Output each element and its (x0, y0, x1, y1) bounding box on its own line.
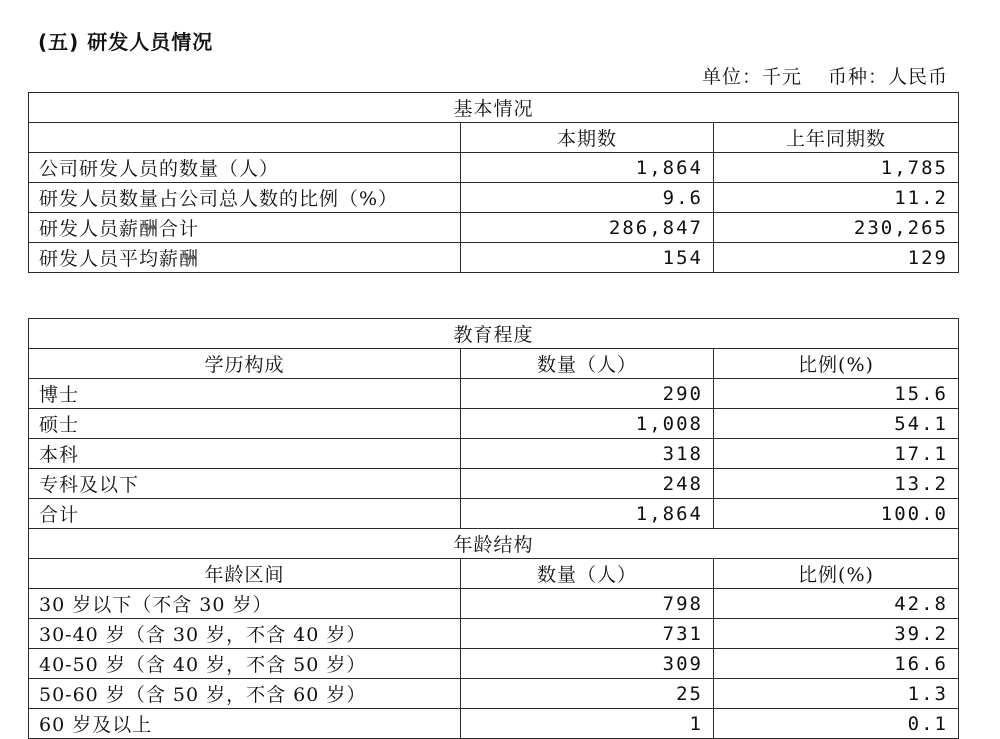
table-row (29, 379, 959, 409)
education-row-count: 248 (461, 469, 714, 499)
age-column-header-row (29, 559, 959, 589)
age-row-ratio: 39.2 (714, 619, 959, 649)
age-row-count: 309 (461, 649, 714, 679)
education-header-category: 学历构成 (29, 349, 461, 379)
basic-header-prior: 上年同期数 (714, 123, 959, 153)
education-row-label: 硕士 (29, 409, 461, 439)
table-row (29, 649, 959, 679)
age-row-label: 60 岁及以上 (29, 709, 461, 739)
basic-row-current: 9.6 (461, 183, 714, 213)
age-row-count: 798 (461, 589, 714, 619)
basic-info-table (28, 92, 959, 273)
unit-label: 单位：千元 (701, 66, 802, 88)
table-row (29, 589, 959, 619)
basic-section-header: 基本情况 (29, 93, 959, 123)
education-row-ratio: 100.0 (714, 499, 959, 529)
age-row-ratio: 0.1 (714, 709, 959, 739)
age-row-ratio: 42.8 (714, 589, 959, 619)
basic-row-prior: 11.2 (714, 183, 959, 213)
education-row-label: 博士 (29, 379, 461, 409)
age-row-count: 731 (461, 619, 714, 649)
age-header-ratio: 比例(%) (714, 559, 959, 589)
education-header-ratio: 比例(%) (714, 349, 959, 379)
basic-row-label: 研发人员数量占公司总人数的比例（%） (29, 183, 461, 213)
age-section-header-row (29, 529, 959, 559)
basic-row-prior: 1,785 (714, 153, 959, 183)
basic-header-blank (29, 123, 461, 153)
age-row-ratio: 16.6 (714, 649, 959, 679)
age-header-count: 数量（人） (461, 559, 714, 589)
age-section-header: 年龄结构 (29, 529, 959, 559)
unit-line (702, 62, 948, 89)
basic-row-current: 286,847 (461, 213, 714, 243)
table-row (29, 183, 959, 213)
basic-row-current: 154 (461, 243, 714, 273)
education-row-label: 本科 (29, 439, 461, 469)
age-row-label: 50-60 岁（含 50 岁，不含 60 岁） (29, 679, 461, 709)
basic-column-header-row (29, 123, 959, 153)
section-title: (五) 研发人员情况 (38, 30, 214, 54)
age-row-count: 1 (461, 709, 714, 739)
education-row-label: 专科及以下 (29, 469, 461, 499)
age-header-category: 年龄区间 (29, 559, 461, 589)
age-row-label: 30-40 岁（含 30 岁，不含 40 岁） (29, 619, 461, 649)
age-row-ratio: 1.3 (714, 679, 959, 709)
table-row (29, 709, 959, 739)
basic-row-current: 1,864 (461, 153, 714, 183)
basic-row-label: 研发人员平均薪酬 (29, 243, 461, 273)
education-row-ratio: 54.1 (714, 409, 959, 439)
education-row-count: 1,864 (461, 499, 714, 529)
table-row (29, 153, 959, 183)
education-section-header-row (29, 319, 959, 349)
basic-row-label: 研发人员薪酬合计 (29, 213, 461, 243)
education-row-ratio: 17.1 (714, 439, 959, 469)
education-row-count: 1,008 (461, 409, 714, 439)
table-row (29, 439, 959, 469)
table-row (29, 499, 959, 529)
education-row-ratio: 13.2 (714, 469, 959, 499)
table-row (29, 619, 959, 649)
table-row (29, 469, 959, 499)
education-row-count: 290 (461, 379, 714, 409)
education-row-count: 318 (461, 439, 714, 469)
basic-row-prior: 129 (714, 243, 959, 273)
education-age-table (28, 318, 959, 739)
basic-row-label: 公司研发人员的数量（人） (29, 153, 461, 183)
education-row-ratio: 15.6 (714, 379, 959, 409)
education-header-count: 数量（人） (461, 349, 714, 379)
table-row (29, 679, 959, 709)
age-row-label: 30 岁以下（不含 30 岁） (29, 589, 461, 619)
basic-header-current: 本期数 (461, 123, 714, 153)
table-row (29, 213, 959, 243)
education-row-label: 合计 (29, 499, 461, 529)
basic-section-header-row (29, 93, 959, 123)
education-section-header: 教育程度 (29, 319, 959, 349)
currency-label: 币种：人民币 (827, 66, 948, 88)
basic-row-prior: 230,265 (714, 213, 959, 243)
table-row (29, 409, 959, 439)
age-row-label: 40-50 岁（含 40 岁，不含 50 岁） (29, 649, 461, 679)
education-column-header-row (29, 349, 959, 379)
table-row (29, 243, 959, 273)
age-row-count: 25 (461, 679, 714, 709)
